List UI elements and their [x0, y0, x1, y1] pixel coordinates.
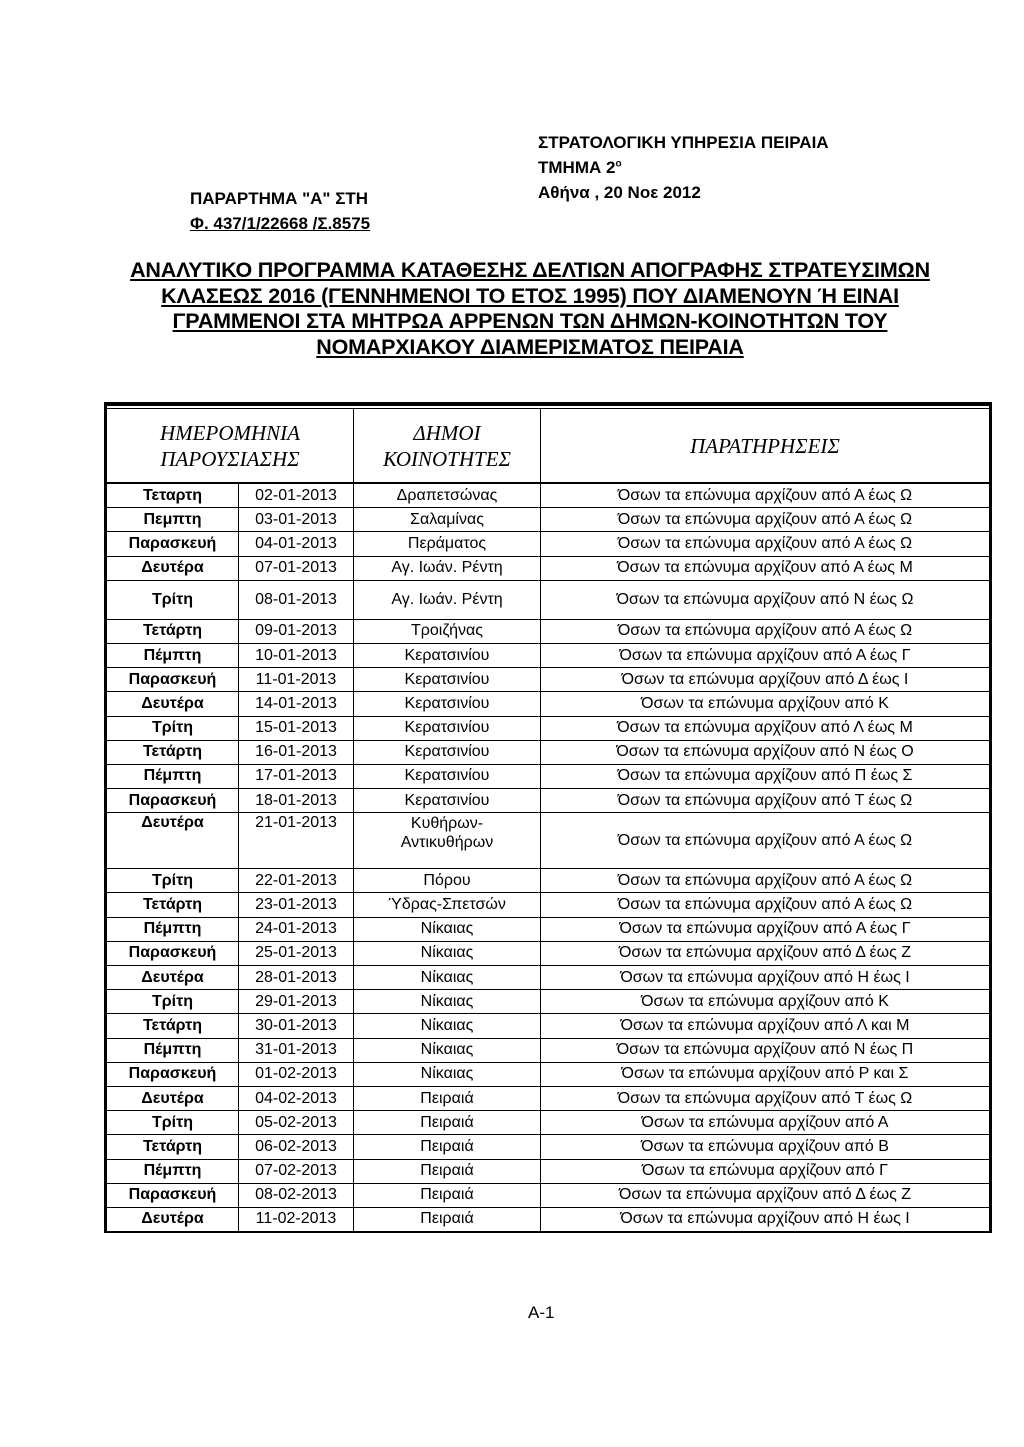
table-row [107, 741, 989, 765]
cell-day: Τρίτη [107, 581, 239, 619]
service-name: ΣΤΡΑΤΟΛΟΓΙΚΗ ΥΠΗΡΕΣΙΑ ΠΕΙΡΑΙΑ [538, 133, 829, 152]
cell-date: 04-01-2013 [239, 532, 354, 555]
cell-remarks: Όσων τα επώνυμα αρχίζουν από Α έως Ω [617, 510, 913, 528]
cell-day: Τετάρτη [107, 620, 239, 643]
table-row [107, 789, 989, 813]
cell-remarks: Όσων τα επώνυμα αρχίζουν από Α έως Γ [619, 920, 911, 938]
cell-date: 10-01-2013 [239, 644, 354, 667]
cell-municipality: Κερατσινίου [354, 668, 541, 691]
table-row [107, 532, 989, 556]
cell-remarks: Όσων τα επώνυμα αρχίζουν από Η έως Ι [620, 968, 910, 986]
table-row [107, 765, 989, 789]
cell-date: 06-02-2013 [239, 1135, 354, 1158]
cell-day: Δευτέρα [107, 692, 239, 715]
table-row [107, 813, 989, 869]
cell-day: Τρίτη [107, 1111, 239, 1134]
cell-date: 18-01-2013 [239, 789, 354, 812]
issuer-block [538, 130, 829, 205]
cell-remarks: Όσων τα επώνυμα αρχίζουν από Τ έως Ω [617, 1089, 913, 1107]
document-title: ΑΝΑΛΥΤΙΚΟ ΠΡΟΓΡΑΜΜΑ ΚΑΤΑΘΕΣΗΣ ΔΕΛΤΙΩΝ ΑΠΟΓΡΑΦΗΣ ΣΤΡΑΤΕΥΣΙΜΩΝ ΚΛΑΣΕΩΣ 2016 (ΓΕΝΝΗΜΕΝΟΙ ΤΟ ΕΤΟΣ 1995) ΠΟΥ ΔΙΑΜΕΝΟΥΝ Ή ΕΙΝΑΙ ΓΡΑΜΜΕΝΟΙ ΣΤΑ ΜΗΤΡΩΑ ΑΡΡΕΝΩΝ ΤΩΝ ΔΗΜΩΝ-ΚΟΙΝΟΤΗΤΩΝ ΤΟΥ ΝΟΜΑΡΧΙΑΚΟΥ ΔΙΑΜΕΡΙΣΜΑΤΟΣ ΠΕΙΡΑΙΑ [130, 258, 930, 359]
cell-day: Παρασκευή [107, 668, 239, 691]
cell-date: 02-01-2013 [239, 484, 354, 507]
cell-day: Παρασκευή [107, 1184, 239, 1207]
cell-date: 28-01-2013 [239, 966, 354, 989]
cell-municipality: Τροιζήνας [354, 620, 541, 643]
table-header [107, 405, 989, 484]
cell-municipality: Σαλαμίνας [354, 508, 541, 531]
cell-day: Παρασκευή [107, 942, 239, 965]
cell-remarks: Όσων τα επώνυμα αρχίζουν από Ρ και Σ [621, 1065, 909, 1083]
cell-remarks: Όσων τα επώνυμα αρχίζουν από Δ έως Ι [621, 670, 909, 688]
table-row [107, 1160, 989, 1184]
table-row [107, 869, 989, 893]
cell-municipality: Κερατσινίου [354, 644, 541, 667]
table-row [107, 581, 989, 620]
cell-municipality: Νίκαιας [354, 1063, 541, 1086]
cell-date: 08-01-2013 [239, 581, 354, 619]
cell-date: 07-01-2013 [239, 557, 354, 580]
cell-day: Πέμπτη [107, 644, 239, 667]
cell-remarks: Όσων τα επώνυμα αρχίζουν από Γ [642, 1162, 888, 1180]
table-row [107, 557, 989, 581]
cell-date: 21-01-2013 [239, 813, 354, 868]
cell-remarks: Όσων τα επώνυμα αρχίζουν από Λ και Μ [620, 1016, 910, 1034]
table-row [107, 966, 989, 990]
cell-date: 30-01-2013 [239, 1014, 354, 1037]
cell-remarks: Όσων τα επώνυμα αρχίζουν από Β [641, 1137, 889, 1155]
cell-municipality: Πειραιά [354, 1208, 541, 1231]
municipality-line-1: Κυθήρων- [410, 815, 484, 833]
cell-date: 14-01-2013 [239, 692, 354, 715]
cell-municipality: Περάματος [354, 532, 541, 555]
cell-remarks: Όσων τα επώνυμα αρχίζουν από Τ έως Ω [617, 791, 913, 809]
reference-number: Φ. 437/1/22668 /Σ.8575 [190, 214, 371, 233]
table-row [107, 692, 989, 716]
cell-day: Δευτέρα [107, 557, 239, 580]
cell-municipality: Πειραιά [354, 1111, 541, 1134]
cell-remarks: Όσων τα επώνυμα αρχίζουν από Α έως Ω [617, 871, 913, 889]
cell-date: 03-01-2013 [239, 508, 354, 531]
cell-municipality: Νίκαιας [354, 966, 541, 989]
cell-municipality: Νίκαιας [354, 1039, 541, 1062]
cell-remarks: Όσων τα επώνυμα αρχίζουν από Η έως Ι [620, 1210, 910, 1228]
section-name: ΤΜΗΜΑ $2^o$ [538, 158, 622, 177]
cell-remarks: Όσων τα επώνυμα αρχίζουν από Α έως Ω [617, 534, 913, 552]
table-row [107, 1135, 989, 1159]
cell-date: 15-01-2013 [239, 717, 354, 740]
cell-date: 23-01-2013 [239, 893, 354, 916]
cell-remarks: Όσων τα επώνυμα αρχίζουν από Ν έως Ο [616, 743, 914, 761]
cell-date: 24-01-2013 [239, 918, 354, 941]
cell-day: Πεμπτη [107, 508, 239, 531]
cell-remarks: Όσων τα επώνυμα αρχίζουν από Δ έως Ζ [618, 1186, 912, 1204]
table-row [107, 942, 989, 966]
municipality-line-2: Αντικυθήρων [400, 834, 494, 852]
cell-municipality: Κερατσινίου [354, 717, 541, 740]
cell-municipality: Πόρου [354, 869, 541, 892]
cell-date: 29-01-2013 [239, 990, 354, 1013]
place-date: Αθήνα , 20 Νοε 2012 [538, 183, 701, 202]
cell-municipality: Κερατσινίου [354, 789, 541, 812]
cell-municipality: Ύδρας-Σπετσών [354, 893, 541, 916]
cell-remarks: Όσων τα επώνυμα αρχίζουν από Κ [641, 694, 889, 712]
cell-remarks: Όσων τα επώνυμα αρχίζουν από Α έως Ω [617, 896, 913, 914]
cell-remarks: Όσων τα επώνυμα αρχίζουν από Π έως Σ [617, 767, 913, 785]
annex-block [190, 186, 370, 236]
cell-day: Τετάρτη [107, 741, 239, 764]
cell-day: Τρίτη [107, 990, 239, 1013]
cell-day: Τεταρτη [107, 484, 239, 507]
page-number: Α-1 [528, 1303, 555, 1322]
table-row [107, 1184, 989, 1208]
cell-date: 11-02-2013 [239, 1208, 354, 1231]
cell-municipality: Κερατσινίου [354, 692, 541, 715]
cell-remarks: Όσων τα επώνυμα αρχίζουν από Α έως Ω [617, 486, 913, 504]
cell-date: 08-02-2013 [239, 1184, 354, 1207]
cell-day: Πέμπτη [107, 1039, 239, 1062]
table-row [107, 484, 989, 508]
cell-day: Πέμπτη [107, 918, 239, 941]
table-row [107, 1039, 989, 1063]
table-row [107, 644, 989, 668]
table-row [107, 508, 989, 532]
cell-remarks: Όσων τα επώνυμα αρχίζουν από Α έως Γ [619, 646, 911, 664]
table-row [107, 918, 989, 942]
cell-day: Πέμπτη [107, 765, 239, 788]
table-row [107, 893, 989, 917]
table-row [107, 717, 989, 741]
header-municipalities: ΔΗΜΟΙ ΚΟΙΝΟΤΗΤΕΣ [354, 409, 541, 482]
cell-date: 17-01-2013 [239, 765, 354, 788]
cell-date: 01-02-2013 [239, 1063, 354, 1086]
cell-date: 09-01-2013 [239, 620, 354, 643]
cell-municipality: Κερατσινίου [354, 741, 541, 764]
cell-municipality: Πειραιά [354, 1087, 541, 1110]
cell-date: 05-02-2013 [239, 1111, 354, 1134]
cell-municipality: Νίκαιας [354, 1014, 541, 1037]
cell-date: 25-01-2013 [239, 942, 354, 965]
cell-remarks: Όσων τα επώνυμα αρχίζουν από Α έως Ω [617, 831, 913, 849]
cell-date: 11-01-2013 [239, 668, 354, 691]
cell-municipality: Δραπετσώνας [354, 484, 541, 507]
cell-day: Παρασκευή [107, 1063, 239, 1086]
cell-municipality: Αγ. Ιωάν. Ρέντη [354, 557, 541, 580]
cell-day: Τετάρτη [107, 893, 239, 916]
cell-municipality: Πειραιά [354, 1135, 541, 1158]
header-remarks: ΠΑΡΑΤΗΡΗΣΕΙΣ [690, 433, 840, 458]
table-row [107, 1063, 989, 1087]
annex-label: ΠΑΡΑΡΤΗΜΑ "Α" ΣΤΗ [190, 189, 369, 208]
header-date: ΗΜΕΡΟΜΗΝΙΑ ΠΑΡΟΥΣΙΑΣΗΣ [107, 409, 354, 482]
cell-day: Τρίτη [107, 717, 239, 740]
cell-day: Δευτέρα [107, 1087, 239, 1110]
cell-remarks: Όσων τα επώνυμα αρχίζουν από Α έως Μ [617, 559, 913, 577]
table-row [107, 1111, 989, 1135]
cell-remarks: Όσων τα επώνυμα αρχίζουν από Λ έως Μ [617, 719, 913, 737]
cell-municipality: Νίκαιας [354, 990, 541, 1013]
cell-municipality: Πειραιά [354, 1184, 541, 1207]
cell-date: 16-01-2013 [239, 741, 354, 764]
cell-day: Δευτέρα [107, 813, 239, 868]
cell-day: Τετάρτη [107, 1135, 239, 1158]
cell-day: Τετάρτη [107, 1014, 239, 1037]
cell-day: Παρασκευή [107, 789, 239, 812]
cell-date: 22-01-2013 [239, 869, 354, 892]
cell-remarks: Όσων τα επώνυμα αρχίζουν από Κ [641, 992, 889, 1010]
schedule-table [104, 402, 992, 1233]
cell-municipality: Νίκαιας [354, 918, 541, 941]
table-row [107, 1014, 989, 1038]
table-row [107, 668, 989, 692]
cell-municipality: Κερατσινίου [354, 765, 541, 788]
table-row [107, 1208, 989, 1231]
cell-day: Τρίτη [107, 869, 239, 892]
cell-municipality: Πειραιά [354, 1160, 541, 1183]
cell-remarks: Όσων τα επώνυμα αρχίζουν από Α [641, 1113, 889, 1131]
cell-day: Δευτέρα [107, 966, 239, 989]
cell-date: 07-02-2013 [239, 1160, 354, 1183]
table-row [107, 1087, 989, 1111]
cell-date: 04-02-2013 [239, 1087, 354, 1110]
cell-remarks: Όσων τα επώνυμα αρχίζουν από Δ έως Ζ [618, 944, 912, 962]
cell-remarks: Όσων τα επώνυμα αρχίζουν από Ν έως Π [616, 1041, 914, 1059]
table-row [107, 620, 989, 644]
cell-municipality: Αγ. Ιωάν. Ρέντη [354, 581, 541, 619]
table-row [107, 990, 989, 1014]
cell-remarks: Όσων τα επώνυμα αρχίζουν από Α έως Ω [617, 622, 913, 640]
cell-day: Δευτέρα [107, 1208, 239, 1231]
cell-remarks: Όσων τα επώνυμα αρχίζουν από Ν έως Ω [616, 590, 914, 608]
cell-day: Παρασκευή [107, 532, 239, 555]
table-body [107, 484, 989, 1231]
cell-date: 31-01-2013 [239, 1039, 354, 1062]
cell-day: Πέμπτη [107, 1160, 239, 1183]
cell-municipality: Νίκαιας [354, 942, 541, 965]
cell-municipality [354, 813, 541, 868]
